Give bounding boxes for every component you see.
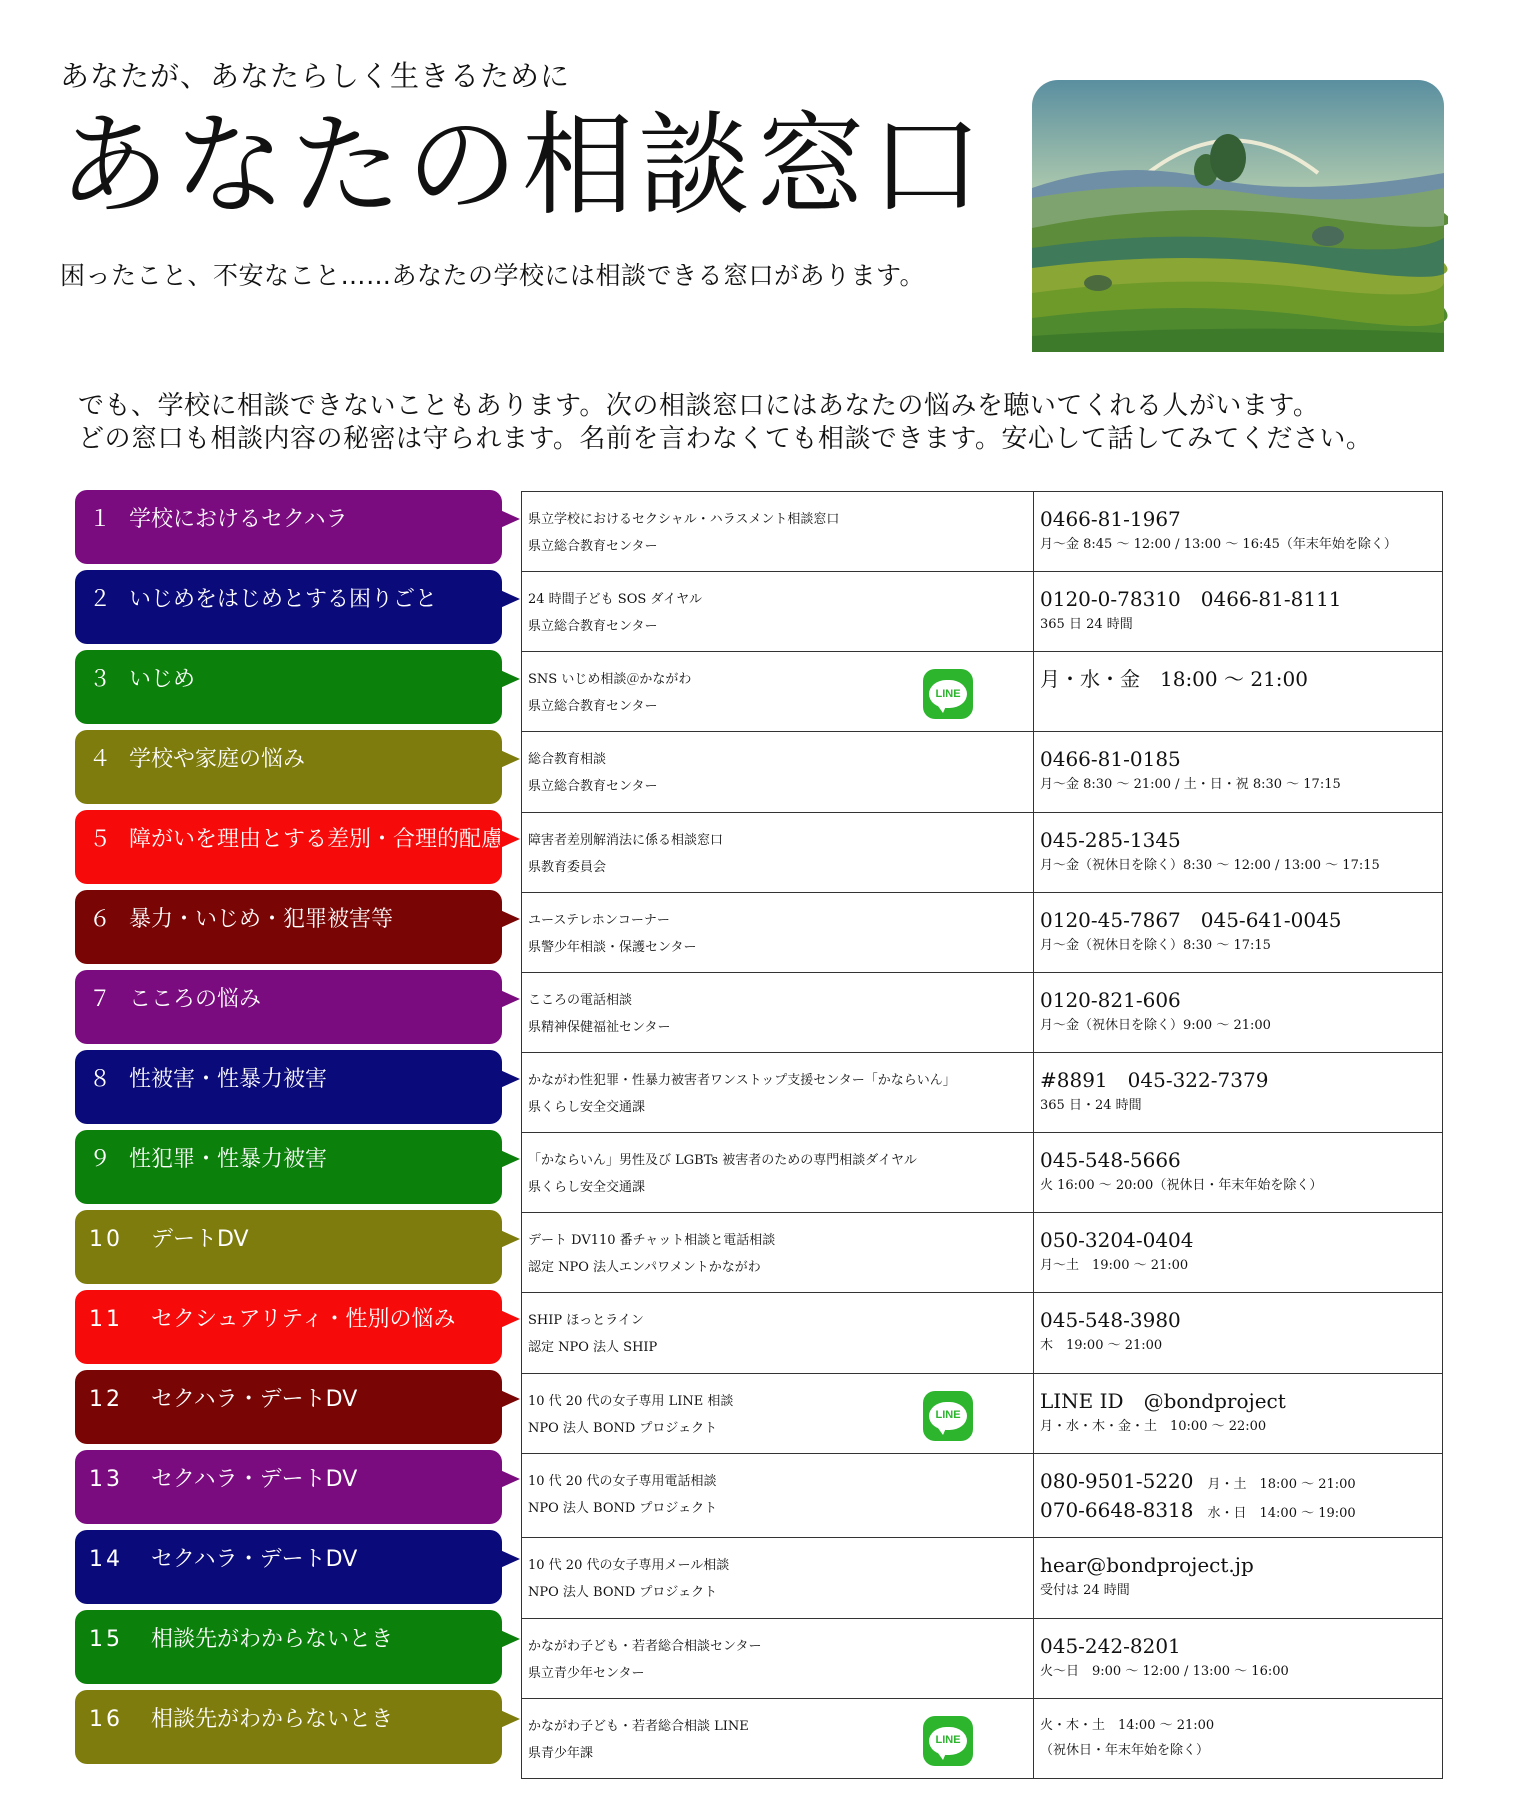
lead-text: 困ったこと、不安なこと……あなたの学校には相談できる窓口があります。 <box>60 261 926 290</box>
phone-number[interactable]: 070-6648-8318 <box>1040 1497 1194 1522</box>
landscape-illustration <box>1028 78 1448 358</box>
service-cell: SNS いじめ相談＠かながわ 県立総合教育センター LINE <box>522 652 1034 732</box>
service-cell: こころの電話相談 県精神保健福祉センター <box>522 972 1034 1052</box>
table-row <box>522 1453 1443 1538</box>
phone-number[interactable]: 0120-45-7867 045-641-0045 <box>1040 907 1342 932</box>
table-row <box>522 892 1443 972</box>
phone-number[interactable]: 045-285-1345 <box>1040 827 1181 852</box>
service-cell: ユーステレホンコーナー 県警少年相談・保護センター <box>522 892 1034 972</box>
table-row <box>522 812 1443 892</box>
table-row <box>522 1213 1443 1293</box>
line-id[interactable]: LINE ID @bondproject <box>1040 1388 1286 1413</box>
phone-number[interactable]: 050-3204-0404 <box>1040 1228 1194 1253</box>
email-address[interactable]: hear@bondproject.jp <box>1040 1553 1254 1578</box>
phone-number[interactable]: 045-548-5666 <box>1040 1148 1181 1173</box>
contact-cell: 0466-81-0185 月～金 8:30 ～ 21:00 / 土・日・祝 8:30 ～ 17:15 <box>1034 732 1443 812</box>
category-label: 13 セクハラ・デートDV <box>75 1450 502 1524</box>
category-label: 11 セクシュアリティ・性別の悩み <box>75 1290 502 1364</box>
category-label: ８ 性被害・性暴力被害 <box>75 1050 502 1124</box>
table-row <box>522 1618 1443 1698</box>
service-cell: 10 代 20 代の女子専用 LINE 相談 NPO 法人 BOND プロジェクト LINE <box>522 1373 1034 1453</box>
service-cell: 10 代 20 代の女子専用メール相談 NPO 法人 BOND プロジェクト <box>522 1538 1034 1618</box>
service-cell: かながわ性犯罪・性暴力被害者ワンストップ支援センター「かならいん」 県くらし安全交通課 <box>522 1052 1034 1132</box>
category-label: 10 デートDV <box>75 1210 502 1284</box>
service-cell: デート DV110 番チャット相談と電話相談 認定 NPO 法人エンパワメントかながわ <box>522 1213 1034 1293</box>
intro-text <box>78 390 1372 456</box>
category-label: ６ 暴力・いじめ・犯罪被害等 <box>75 890 502 964</box>
contact-cell: 050-3204-0404 月～土 19:00 ～ 21:00 <box>1034 1213 1443 1293</box>
table-row <box>522 1538 1443 1618</box>
contact-cell: #8891 045-322-7379 365 日・24 時間 <box>1034 1052 1443 1132</box>
phone-number[interactable]: 080-9501-5220 <box>1040 1468 1194 1493</box>
contact-cell: 045-242-8201 火～日 9:00 ～ 12:00 / 13:00 ～ 16:00 <box>1034 1618 1443 1698</box>
service-cell: 10 代 20 代の女子専用電話相談 NPO 法人 BOND プロジェクト <box>522 1453 1034 1538</box>
table-row <box>522 1052 1443 1132</box>
contact-table <box>521 491 1443 1779</box>
category-label: 12 セクハラ・デートDV <box>75 1370 502 1444</box>
service-cell: 「かならいん」男性及び LGBTs 被害者のための専門相談ダイヤル 県くらし安全交通課 <box>522 1133 1034 1213</box>
schedule: 月・水・金 18:00 ～ 21:00 <box>1040 667 1308 692</box>
category-label: ５ 障がいを理由とする差別・合理的配慮 <box>75 810 502 884</box>
table-row <box>522 972 1443 1052</box>
table-row <box>522 652 1443 732</box>
page-subtitle: あなたが、あなたらしく生きるために <box>60 59 571 93</box>
service-cell: 障害者差別解消法に係る相談窓口 県教育委員会 <box>522 812 1034 892</box>
line-app-icon[interactable]: LINE <box>923 1391 973 1441</box>
contact-cell: 080-9501-5220 月・土 18:00 ～ 21:00 070-6648-8318 水・日 14:00 ～ 19:00 <box>1034 1453 1443 1538</box>
table-row <box>522 492 1443 572</box>
category-label: 15 相談先がわからないとき <box>75 1610 502 1684</box>
phone-number[interactable]: 045-548-3980 <box>1040 1308 1181 1333</box>
contact-cell <box>1034 652 1443 732</box>
contact-cell: 045-285-1345 月～金（祝休日を除く）8:30 ～ 12:00 / 13:00 ～ 17:15 <box>1034 812 1443 892</box>
service-cell: 24 時間子ども SOS ダイヤル 県立総合教育センター <box>522 572 1034 652</box>
phone-number[interactable]: 0120-0-78310 0466-81-8111 <box>1040 587 1342 612</box>
contact-cell: 045-548-3980 木 19:00 ～ 21:00 <box>1034 1293 1443 1373</box>
phone-number[interactable]: 0120-821-606 <box>1040 987 1181 1012</box>
phone-number[interactable]: 0466-81-1967 <box>1040 507 1181 531</box>
phone-number[interactable]: 0466-81-0185 <box>1040 747 1181 772</box>
table-row <box>522 1133 1443 1213</box>
contact-cell: 0466-81-1967 月～金 8:45 ～ 12:00 / 13:00 ～ 16:45（年末年始を除く） <box>1034 492 1443 572</box>
category-label: ４ 学校や家庭の悩み <box>75 730 502 804</box>
line-app-icon[interactable]: LINE <box>923 669 973 719</box>
table-row <box>522 572 1443 652</box>
table-row <box>522 1698 1443 1778</box>
contact-cell: 火・木・土 14:00 ～ 21:00 （祝休日・年末年始を除く） <box>1034 1698 1443 1778</box>
contact-cell: 0120-45-7867 045-641-0045 月～金（祝休日を除く）8:30 ～ 17:15 <box>1034 892 1443 972</box>
category-label: １ 学校におけるセクハラ <box>75 490 502 564</box>
category-label: ３ いじめ <box>75 650 502 724</box>
contact-cell: hear@bondproject.jp 受付は 24 時間 <box>1034 1538 1443 1618</box>
category-label: ７ こころの悩み <box>75 970 502 1044</box>
intro-line-2: どの窓口も相談内容の秘密は守られます。名前を言わなくても相談できます。安心して話してみてください。 <box>78 424 1373 454</box>
service-cell: 総合教育相談 県立総合教育センター <box>522 732 1034 812</box>
contact-cell: LINE ID @bondproject 月・水・木・金・土 10:00 ～ 22:00 <box>1034 1373 1443 1453</box>
service-cell: かながわ子ども・若者総合相談センター 県立青少年センター <box>522 1618 1034 1698</box>
category-label: 14 セクハラ・デートDV <box>75 1530 502 1604</box>
table-row <box>522 1293 1443 1373</box>
contact-cell: 0120-0-78310 0466-81-8111 365 日 24 時間 <box>1034 572 1443 652</box>
category-label: ２ いじめをはじめとする困りごと <box>75 570 502 644</box>
phone-number[interactable]: #8891 045-322-7379 <box>1040 1067 1269 1092</box>
category-label: 16 相談先がわからないとき <box>75 1690 502 1764</box>
service-cell: かながわ子ども・若者総合相談 LINE 県青少年課 LINE <box>522 1698 1034 1778</box>
line-app-icon[interactable]: LINE <box>923 1716 973 1766</box>
contact-cell: 0120-821-606 月～金（祝休日を除く）9:00 ～ 21:00 <box>1034 972 1443 1052</box>
service-cell: SHIP ほっとライン 認定 NPO 法人 SHIP <box>522 1293 1034 1373</box>
phone-number[interactable]: 045-242-8201 <box>1040 1633 1181 1658</box>
category-label: ９ 性犯罪・性暴力被害 <box>75 1130 502 1204</box>
service-cell: 県立学校におけるセクシャル・ハラスメント相談窓口 県立総合教育センター <box>522 492 1034 572</box>
contact-cell: 045-548-5666 火 16:00 ～ 20:00（祝休日・年末年始を除く） <box>1034 1133 1443 1213</box>
intro-line-1: でも、学校に相談できないこともあります。次の相談窓口にはあなたの悩みを聴いてくれる人がいます。 <box>78 391 1320 421</box>
page-title: あなたの相談窓口 <box>58 101 986 231</box>
table-row <box>522 1373 1443 1453</box>
table-row <box>522 732 1443 812</box>
